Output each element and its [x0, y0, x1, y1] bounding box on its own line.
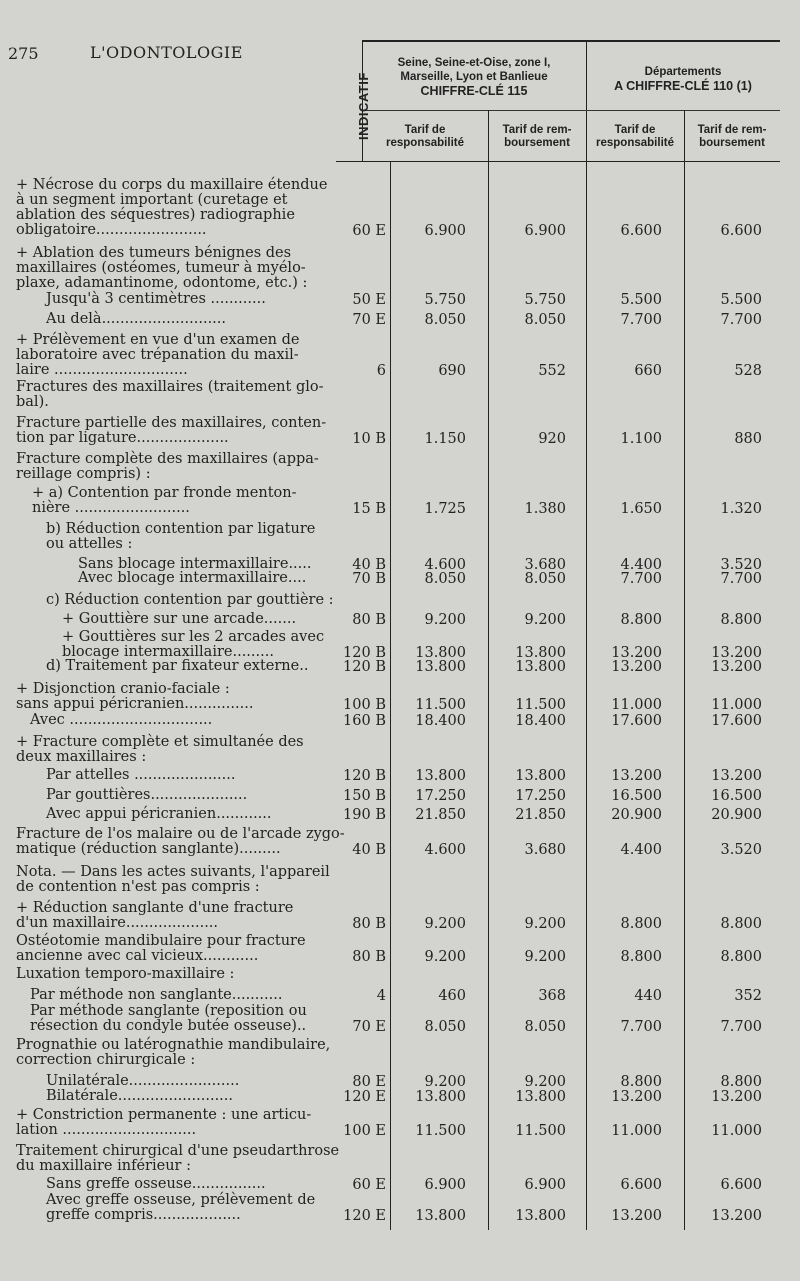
act-description-line: deux maxillaires :: [16, 749, 147, 765]
tarif-remboursement-zone1: 13.800: [515, 1208, 566, 1224]
act-description-line: bal).: [16, 394, 49, 410]
tarif-responsabilite-zone2: 17.600: [611, 713, 662, 729]
act-description-line: Fracture de l'os malaire ou de l'arcade zygo-: [16, 826, 345, 842]
act-description: [46, 768, 235, 783]
tarif-remboursement-zone1: 13.800: [515, 645, 566, 661]
act-description-line: Par méthode non sanglante...........: [30, 987, 283, 1003]
act-description-line: + Gouttière sur une arcade.......: [62, 611, 297, 627]
tarif-remboursement-zone2: 7.700: [720, 571, 762, 587]
act-description: [46, 312, 226, 327]
indicatif-value: 40 B: [352, 557, 386, 573]
indicatif-value: 190 B: [343, 807, 386, 823]
tarif-responsabilite-zone2: 11.000: [611, 1123, 662, 1139]
act-description-line: Nota. — Dans les actes suivants, l'appareil: [16, 864, 330, 880]
tarif-remboursement-zone2: 3.520: [720, 557, 762, 573]
tarif-remboursement-zone1: 6.900: [524, 1177, 566, 1193]
tarif-remboursement-zone2: 13.200: [711, 1089, 762, 1105]
tarif-remboursement-zone1: 9.200: [524, 612, 566, 628]
tarif-remboursement-zone2: 1.320: [720, 501, 762, 517]
tarif-remboursement-zone2: 8.800: [720, 612, 762, 628]
act-description: [16, 967, 234, 982]
act-description: [16, 416, 326, 446]
tarif-responsabilite-zone2: 8.800: [620, 612, 662, 628]
act-description-line: correction chirurgicale :: [16, 1052, 196, 1068]
act-description: [16, 934, 306, 964]
act-description: [16, 1038, 330, 1068]
act-description-line: b) Réduction contention par ligature: [46, 521, 316, 537]
tarif-responsabilite-zone2: 20.900: [611, 807, 662, 823]
act-description: [46, 1177, 266, 1192]
act-description-line: tion par ligature....................: [16, 430, 229, 446]
tarif-remboursement-zone1: 5.750: [524, 292, 566, 308]
indicatif-value: 120 E: [343, 1089, 386, 1105]
indicatif-value: 150 B: [343, 788, 386, 804]
tarif-remboursement-zone1: 11.500: [515, 697, 566, 713]
tarif-responsabilite-zone1: 9.200: [424, 612, 466, 628]
tarif-responsabilite-zone1: 13.800: [415, 645, 466, 661]
zone2-header: Départements A CHIFFRE-CLÉ 110 (1): [614, 66, 752, 93]
tarif-responsabilite-zone2: 16.500: [611, 788, 662, 804]
indicatif-value: 80 E: [352, 1074, 386, 1090]
indicatif-value: 6: [376, 363, 386, 379]
tarif-remboursement-zone1: 8.050: [524, 312, 566, 328]
tarif-remboursement-zone2: 13.200: [711, 659, 762, 675]
tarif-remboursement-zone1: 11.500: [515, 1123, 566, 1139]
tarif-responsabilite-zone1: 13.800: [415, 659, 466, 675]
act-description: [30, 713, 212, 728]
tarif-responsabilite-zone2: 8.800: [620, 916, 662, 932]
act-description-line: résection du condyle butée osseuse)..: [30, 1018, 307, 1034]
tarif-remboursement-zone1: 9.200: [524, 1074, 566, 1090]
act-description-line: + Constriction permanente : une articu-: [16, 1107, 312, 1123]
tarif-responsabilite-zone1: 4.600: [424, 842, 466, 858]
act-description-line: plaxe, adamantinome, odontome, etc.) :: [16, 275, 308, 291]
tarif-remboursement-zone1: 18.400: [515, 713, 566, 729]
column-rule: [684, 162, 685, 1230]
act-description-line: matique (réduction sanglante).........: [16, 841, 281, 857]
act-description: [16, 901, 293, 931]
tarif-responsabilite-zone1: 1.725: [424, 501, 466, 517]
indicatif-value: 70 E: [352, 312, 386, 328]
tarif-remboursement-zone2: 6.600: [720, 1177, 762, 1193]
tarif-remboursement-zone1: 1.380: [524, 501, 566, 517]
col1-header: Tarif de responsabilité: [386, 124, 464, 149]
tarif-responsabilite-zone1: 460: [438, 988, 466, 1004]
act-description: [16, 865, 330, 895]
act-description-line: + a) Contention par fronde menton-: [32, 485, 297, 501]
tarif-remboursement-zone1: 6.900: [524, 223, 566, 239]
act-description-line: + Prélèvement en vue d'un examen de: [16, 332, 300, 348]
act-description: [46, 1074, 239, 1089]
indicatif-value: 120 B: [343, 768, 386, 784]
act-description-line: Sans blocage intermaxillaire.....: [78, 556, 312, 572]
tarif-remboursement-zone1: 9.200: [524, 916, 566, 932]
act-description-line: Fracture partielle des maxillaires, conten-: [16, 415, 327, 431]
tarif-responsabilite-zone1: 11.500: [415, 697, 466, 713]
col2-header: Tarif de rem- boursement: [502, 124, 572, 149]
act-description: [62, 612, 296, 627]
act-description: [16, 178, 327, 238]
tarif-responsabilite-zone1: 8.050: [424, 1019, 466, 1035]
act-description: [16, 452, 319, 482]
indicatif-value: 4: [376, 988, 386, 1004]
tarif-responsabilite-zone1: 5.750: [424, 292, 466, 308]
tarif-responsabilite-zone2: 1.100: [620, 431, 662, 447]
act-description-line: nière .........................: [32, 500, 190, 516]
tarif-responsabilite-zone1: 18.400: [415, 713, 466, 729]
act-description: [46, 593, 334, 608]
act-description-line: Par attelles ......................: [46, 767, 236, 783]
indicatif-value: 40 B: [352, 842, 386, 858]
act-description: [46, 522, 315, 552]
act-description: [32, 486, 297, 516]
act-description-line: obligatoire........................: [16, 222, 207, 238]
act-description-line: + Disjonction cranio-faciale :: [16, 681, 230, 697]
indicatif-header: INDICATIF: [356, 72, 371, 140]
indicatif-value: 60 E: [352, 223, 386, 239]
tarif-remboursement-zone2: 5.500: [720, 292, 762, 308]
col3-header: Tarif de responsabilité: [596, 124, 674, 149]
tarif-remboursement-zone1: 368: [538, 988, 566, 1004]
tarif-remboursement-zone2: 8.800: [720, 1074, 762, 1090]
act-description-line: ablation des séquestres) radiographie: [16, 207, 295, 223]
tarif-remboursement-zone1: 3.680: [524, 842, 566, 858]
table-header: [336, 40, 780, 162]
act-description-line: + Réduction sanglante d'une fracture: [16, 900, 294, 916]
tarif-responsabilite-zone2: 660: [634, 363, 662, 379]
act-description-line: Par gouttières.....................: [46, 787, 248, 803]
tarif-remboursement-zone2: 3.520: [720, 842, 762, 858]
act-description-line: c) Réduction contention par gouttière :: [46, 592, 334, 608]
act-description-line: d) Traitement par fixateur externe..: [46, 658, 309, 674]
tarif-responsabilite-zone2: 440: [634, 988, 662, 1004]
tarif-responsabilite-zone2: 7.700: [620, 312, 662, 328]
tarif-remboursement-zone2: 7.700: [720, 312, 762, 328]
tarif-remboursement-zone1: 3.680: [524, 557, 566, 573]
act-description-line: Avec appui péricranien............: [46, 806, 272, 822]
act-description-line: Ostéotomie mandibulaire pour fracture: [16, 933, 306, 949]
tarif-remboursement-zone1: 8.050: [524, 1019, 566, 1035]
tarif-remboursement-zone1: 552: [538, 363, 566, 379]
running-title: L'ODONTOLOGIE: [90, 43, 243, 62]
act-description-line: d'un maxillaire....................: [16, 915, 219, 931]
tarif-remboursement-zone2: 20.900: [711, 807, 762, 823]
indicatif-value: 70 E: [352, 1019, 386, 1035]
zone1-header: Seine, Seine-et-Oise, zone I, Marseille, Lyon et Banlieue CHIFFRE-CLÉ 115: [397, 57, 551, 98]
tarif-responsabilite-zone2: 5.500: [620, 292, 662, 308]
tarif-responsabilite-zone2: 4.400: [620, 557, 662, 573]
tarif-responsabilite-zone1: 13.800: [415, 1089, 466, 1105]
tarif-responsabilite-zone2: 7.700: [620, 571, 662, 587]
tarif-responsabilite-zone1: 8.050: [424, 571, 466, 587]
tarif-remboursement-zone2: 16.500: [711, 788, 762, 804]
act-description: [46, 292, 266, 307]
tarif-responsabilite-zone2: 7.700: [620, 1019, 662, 1035]
tarif-responsabilite-zone2: 8.800: [620, 1074, 662, 1090]
tarif-responsabilite-zone2: 4.400: [620, 842, 662, 858]
tarif-remboursement-zone1: 13.800: [515, 659, 566, 675]
tarif-responsabilite-zone2: 13.200: [611, 1208, 662, 1224]
indicatif-value: 160 B: [343, 713, 386, 729]
tarif-remboursement-zone1: 8.050: [524, 571, 566, 587]
act-description: [46, 807, 272, 822]
act-description-line: Prognathie ou latérognathie mandibulaire,: [16, 1037, 331, 1053]
act-description: [46, 1193, 315, 1223]
indicatif-value: 15 B: [352, 501, 386, 517]
tarif-responsabilite-zone2: 6.600: [620, 223, 662, 239]
act-description-line: Traitement chirurgical d'une pseudarthrose: [16, 1143, 340, 1159]
tarif-remboursement-zone2: 8.800: [720, 949, 762, 965]
act-description: [30, 988, 282, 1003]
tarif-responsabilite-zone1: 4.600: [424, 557, 466, 573]
act-description-line: Par méthode sanglante (reposition ou: [30, 1003, 307, 1019]
tarif-remboursement-zone2: 7.700: [720, 1019, 762, 1035]
act-description-line: Fracture complète des maxillaires (appa-: [16, 451, 319, 467]
tarif-responsabilite-zone1: 13.800: [415, 1208, 466, 1224]
indicatif-value: 60 E: [352, 1177, 386, 1193]
act-description-line: laboratoire avec trépanation du maxil-: [16, 347, 299, 363]
tarif-remboursement-zone1: 920: [538, 431, 566, 447]
act-description-line: lation .............................: [16, 1122, 197, 1138]
act-description: [46, 659, 308, 674]
tarif-responsabilite-zone1: 690: [438, 363, 466, 379]
act-description: [16, 333, 299, 378]
column-rule: [488, 162, 489, 1230]
indicatif-value: 80 B: [352, 949, 386, 965]
act-description: [62, 630, 324, 660]
indicatif-value: 70 B: [352, 571, 386, 587]
tarif-responsabilite-zone2: 11.000: [611, 697, 662, 713]
tarif-responsabilite-zone2: 13.200: [611, 659, 662, 675]
act-description-line: Au delà...........................: [46, 311, 227, 327]
act-description-line: Luxation temporo-maxillaire :: [16, 966, 235, 982]
act-description-line: Avec blocage intermaxillaire....: [78, 570, 307, 586]
indicatif-value: 120 B: [343, 659, 386, 675]
tarif-remboursement-zone2: 11.000: [711, 697, 762, 713]
tarif-remboursement-zone2: 13.200: [711, 1208, 762, 1224]
tarif-responsabilite-zone1: 21.850: [415, 807, 466, 823]
act-description-line: Bilatérale.........................: [46, 1088, 234, 1104]
tarif-remboursement-zone2: 6.600: [720, 223, 762, 239]
act-description-line: laire .............................: [16, 362, 188, 378]
tarif-responsabilite-zone2: 1.650: [620, 501, 662, 517]
act-description-line: Jusqu'à 3 centimètres ............: [46, 291, 266, 307]
act-description: [16, 1144, 339, 1174]
tarif-remboursement-zone2: 8.800: [720, 916, 762, 932]
indicatif-value: 10 B: [352, 431, 386, 447]
page-number: 275: [8, 44, 39, 63]
column-rule: [586, 162, 587, 1230]
tarif-responsabilite-zone1: 9.200: [424, 916, 466, 932]
act-description-line: + Ablation des tumeurs bénignes des: [16, 245, 292, 261]
indicatif-value: 80 B: [352, 916, 386, 932]
tarif-responsabilite-zone1: 6.900: [424, 1177, 466, 1193]
tarif-remboursement-zone2: 880: [734, 431, 762, 447]
indicatif-value: 80 B: [352, 612, 386, 628]
tarif-remboursement-zone1: 13.800: [515, 1089, 566, 1105]
tarif-responsabilite-zone1: 9.200: [424, 1074, 466, 1090]
tarif-responsabilite-zone1: 1.150: [424, 431, 466, 447]
tarif-responsabilite-zone1: 8.050: [424, 312, 466, 328]
act-description-line: + Nécrose du corps du maxillaire étendue: [16, 177, 328, 193]
act-description-line: du maxillaire inférieur :: [16, 1158, 191, 1174]
tarif-remboursement-zone2: 13.200: [711, 645, 762, 661]
act-description: [16, 682, 253, 712]
act-description-line: Avec greffe osseuse, prélèvement de: [46, 1192, 316, 1208]
tarif-responsabilite-zone1: 13.800: [415, 768, 466, 784]
tarif-remboursement-zone1: 9.200: [524, 949, 566, 965]
tarif-remboursement-zone1: 13.800: [515, 768, 566, 784]
act-description-line: de contention n'est pas compris :: [16, 879, 260, 895]
tarif-remboursement-zone2: 352: [734, 988, 762, 1004]
act-description-line: + Fracture complète et simultanée des: [16, 734, 304, 750]
act-description-line: Fractures des maxillaires (traitement glo-: [16, 379, 324, 395]
act-description: [30, 1004, 307, 1034]
act-description: [16, 827, 345, 857]
act-description-line: Sans greffe osseuse................: [46, 1176, 266, 1192]
act-description-line: reillage compris) :: [16, 466, 151, 482]
indicatif-value: 100 B: [343, 697, 386, 713]
act-description: [16, 1108, 311, 1138]
tarif-responsabilite-zone1: 9.200: [424, 949, 466, 965]
act-description: [16, 246, 307, 291]
act-description: [46, 788, 247, 803]
act-description: [16, 735, 304, 765]
act-description: [78, 571, 306, 586]
act-description: [16, 380, 324, 410]
indicatif-value: 50 E: [352, 292, 386, 308]
tarif-responsabilite-zone1: 11.500: [415, 1123, 466, 1139]
indicatif-value: 120 B: [343, 645, 386, 661]
tarif-remboursement-zone2: 11.000: [711, 1123, 762, 1139]
act-description-line: blocage intermaxillaire.........: [62, 644, 274, 660]
act-description-line: ancienne avec cal vicieux............: [16, 948, 259, 964]
indicatif-value: 120 E: [343, 1208, 386, 1224]
tarif-remboursement-zone2: 528: [734, 363, 762, 379]
tarif-responsabilite-zone2: 8.800: [620, 949, 662, 965]
act-description-line: Unilatérale........................: [46, 1073, 240, 1089]
tarif-remboursement-zone2: 13.200: [711, 768, 762, 784]
tarif-responsabilite-zone1: 6.900: [424, 223, 466, 239]
act-description: [46, 1089, 233, 1104]
tarif-remboursement-zone2: 17.600: [711, 713, 762, 729]
tarif-responsabilite-zone2: 13.200: [611, 645, 662, 661]
tarif-remboursement-zone1: 21.850: [515, 807, 566, 823]
tarif-remboursement-zone1: 17.250: [515, 788, 566, 804]
col4-header: Tarif de rem- boursement: [697, 124, 767, 149]
tarif-responsabilite-zone1: 17.250: [415, 788, 466, 804]
act-description-line: sans appui péricranien...............: [16, 696, 254, 712]
act-description-line: maxillaires (ostéomes, tumeur à myélo-: [16, 260, 306, 276]
act-description-line: + Gouttières sur les 2 arcades avec: [62, 629, 325, 645]
column-rule: [390, 162, 391, 1230]
indicatif-value: 100 E: [343, 1123, 386, 1139]
act-description-line: à un segment important (curetage et: [16, 192, 288, 208]
tarif-responsabilite-zone2: 13.200: [611, 768, 662, 784]
act-description-line: greffe compris...................: [46, 1207, 241, 1223]
act-description-line: ou attelles :: [46, 536, 133, 552]
tarif-responsabilite-zone2: 13.200: [611, 1089, 662, 1105]
act-description-line: Avec ...............................: [30, 712, 213, 728]
tarif-responsabilite-zone2: 6.600: [620, 1177, 662, 1193]
